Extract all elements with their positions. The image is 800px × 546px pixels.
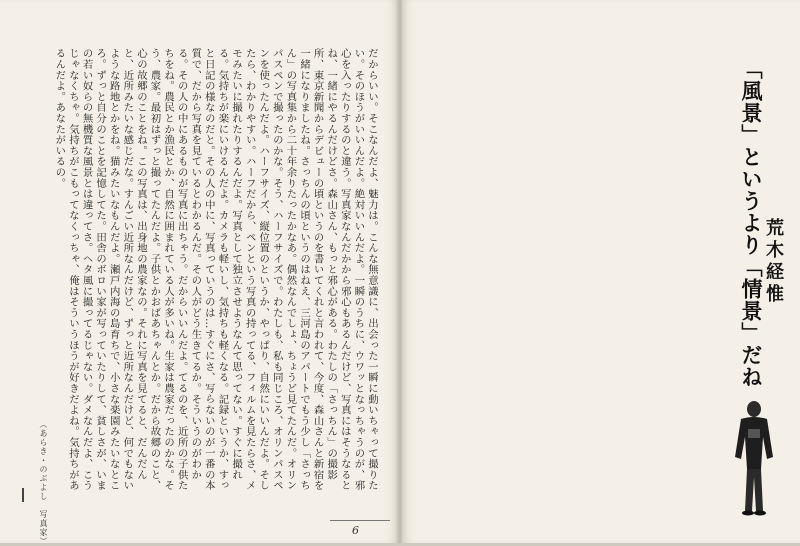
author-name: 荒木経惟 — [763, 218, 784, 306]
author-credit-caption: （あらき・のぶよし 写真家） — [39, 420, 48, 546]
title-part: だね — [739, 344, 763, 388]
title-part: というより — [739, 146, 763, 256]
page-rule — [330, 520, 390, 521]
left-page — [0, 0, 398, 546]
title-part: 「情景」 — [739, 256, 763, 344]
title-part: 「風景」 — [739, 58, 763, 146]
page-number: 6 — [352, 524, 359, 537]
left-page-body-text: だからいい。そこなんだよ、魅力は。こんな無意識に、出会った一瞬に動いちゃって撮りたい。そのほうがいいんだよ。絶対いいんだよ。一瞬のうちに、ウワッとなっちゃうのが、邪心を入ったりするのと違う。写真家なんだかから邪心もあるんだけど、写真にはそうなるとね、一緒にやるんだけどさ。森山さん、もっと邪心がある。わたしの「さっちん」の撮影所、東京新聞からデビューの頃というのを書いてくれと言われて、今度、森山さんと新宿を一緒になりましたね。さっちんの頃というのはねえ、三河島のアパートでもう少し「さっちん」の写真集から二十年余りたったかなあ。偶然なんでしょ、ちょうど見てたんだ。オリンパスペンで撮ったのかな。そう、ハーフサイズで。わたしも、私も同じころ、オリンパスペンを使ったんだよ。ハーフサイズ、縦位置のというか、やっぱり、自然にいいんだよ。そしたら、わかりやすい。ハーフだから、ペンという写真の持ってる、フィルムを見たらさ、メモみたいに撮れたりするんだよ。写真として独立させようなんて思ってない。すぐに撮れる。気持ちが楽にいけるんだよ。カメラも軽いし、気持ちも軽くなる。記録というか、すっと日記の様なのだと。その人の中に、写真っていうのは…すぐにさ、写らないのが一番の本質で、だから写真を見ているとわかるんだ。その人がどう生きてるか。そういうのがわかる。その人の中にあるものが写真に出ちゃう。だからいいんだよ。てるのを、近所の子供たちをね。農民とか漁民とか、自然に囲まれている人が多いね。生家は農家だったのかな。そう、農家。最初はずっと撮ってたんだよ。子供とかおばあちゃんとか。だから故郷のこと、心の故郷のことをね。この写真は、出身地の農家なの。それに写真を見てると、だんだんと、近所みたいな感じだな。すんごい近所なんだけど、ずっと近所なんだけど、何でもないような路地とかをね。猫みたいなもんだよ。瀬戸内海の島育ちで、小さな楽園みたいなところ。ずっと自分のことを記憶してた。田舎のボロい家が写っていたりして、貧しさが、いまの若い奴らの無機質な風景とは違ってさ。ヘタ風に撮ってるじゃない。ダメなんだよ、こうじゃなくちゃ。気持ちがこもってなくっちゃ、俺はそういうほうが好きだよね。気持ちがあるんだよ。あなたがいるの。 — [53, 48, 378, 491]
column-mark — [22, 488, 24, 502]
standing-man-photo-icon — [725, 395, 785, 520]
